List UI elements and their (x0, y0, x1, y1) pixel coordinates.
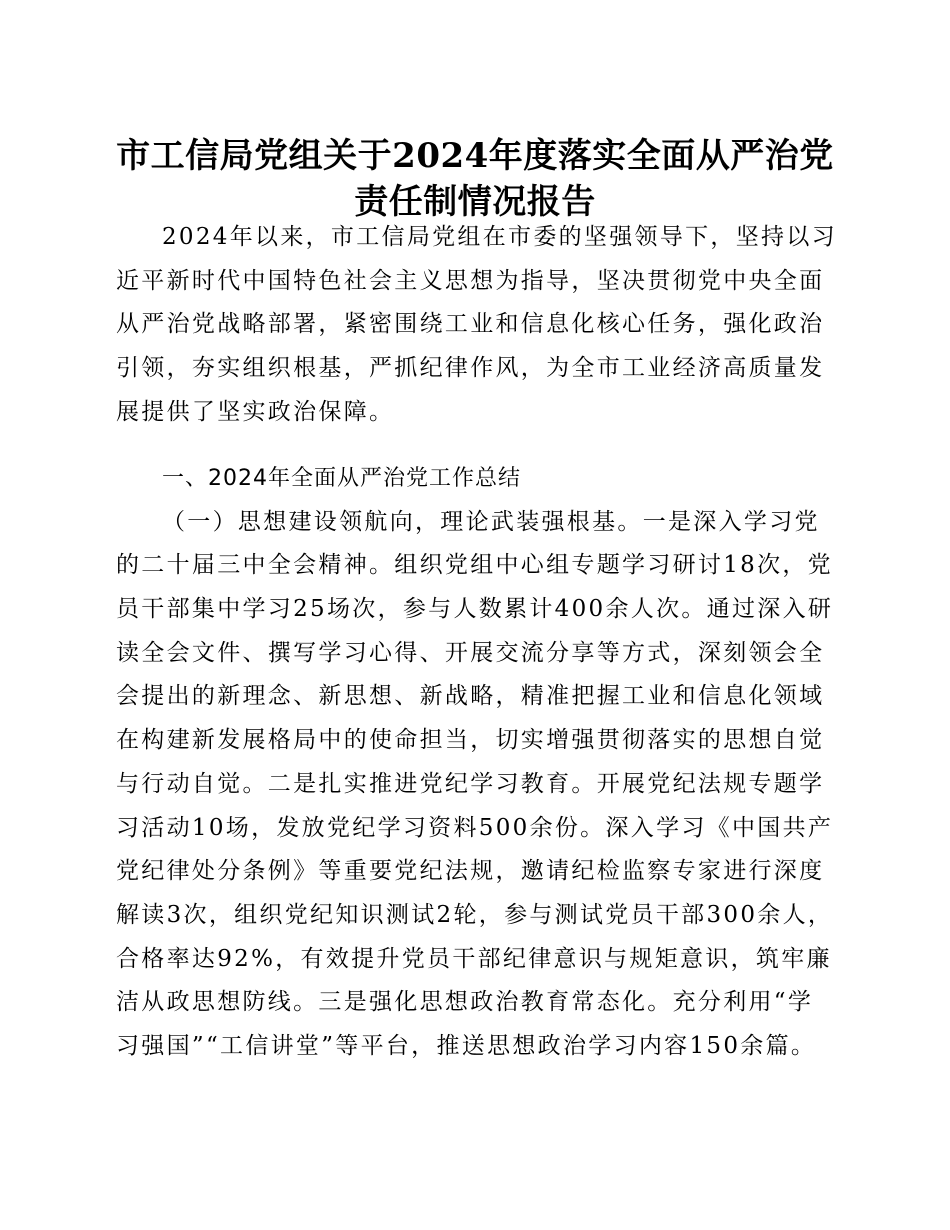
paragraph-line: 引领，夯实组织根基，严抓纪律作风，为全市工业经济高质量发 (116, 355, 825, 382)
paragraph-line: 2024年以来，市工信局党组在市委的坚强领导下，坚持以习 (162, 224, 837, 250)
paragraph-line: 解读3次，组织党纪知识测试2轮，参与测试党员干部300余人， (116, 901, 834, 928)
paragraph-line: 习活动10场，发放党纪学习资料500余份。深入学习《中国共产 (116, 814, 834, 841)
section-heading: 一、2024年全面从严治党工作总结 (162, 466, 521, 491)
paragraph-line: （一）思想建设领航向，理论武装强根基。一是深入学习党 (162, 508, 820, 535)
paragraph-line: 洁从政思想防线。三是强化思想政治教育常态化。充分利用“学 (116, 989, 814, 1016)
document-title (110, 133, 840, 225)
paragraph-line: 习强国”“工信讲堂”等平台，推送思想政治学习内容150余篇。 (116, 1032, 817, 1059)
title-line-1: 市工信局党组关于2024年度落实全面从严治党 (116, 136, 834, 176)
paragraph-line: 在构建新发展格局中的使命担当，切实增强贯彻落实的思想自觉 (116, 727, 825, 754)
paragraph-line: 读全会文件、撰写学习心得、开展交流分享等方式，深刻领会全 (116, 639, 825, 666)
title-line-2: 责任制情况报告 (354, 182, 596, 222)
paragraph-line: 展提供了坚实政治保障。 (116, 398, 395, 425)
paragraph-line: 合格率达92%，有效提升党员干部纪律意识与规矩意识，筑牢廉 (116, 945, 832, 972)
paragraph-line: 的二十届三中全会精神。组织党组中心组专题学习研讨18次，党 (116, 552, 833, 579)
intro-paragraph (116, 216, 836, 434)
paragraph-line: 近平新时代中国特色社会主义思想为指导，坚决贯彻党中央全面 (116, 267, 825, 294)
paragraph-line: 员干部集中学习25场次，参与人数累计400余人次。通过深入研 (116, 596, 834, 623)
paragraph-line: 会提出的新理念、新思想、新战略，精准把握工业和信息化领域 (116, 683, 825, 710)
paragraph-line: 从严治党战略部署，紧密围绕工业和信息化核心任务，强化政治 (116, 311, 825, 338)
section-one (116, 457, 836, 1069)
paragraph-line: 与行动自觉。二是扎实推进党纪学习教育。开展党纪法规专题学 (116, 770, 825, 797)
paragraph-line: 党纪律处分条例》等重要党纪法规，邀请纪检监察专家进行深度 (116, 858, 825, 885)
